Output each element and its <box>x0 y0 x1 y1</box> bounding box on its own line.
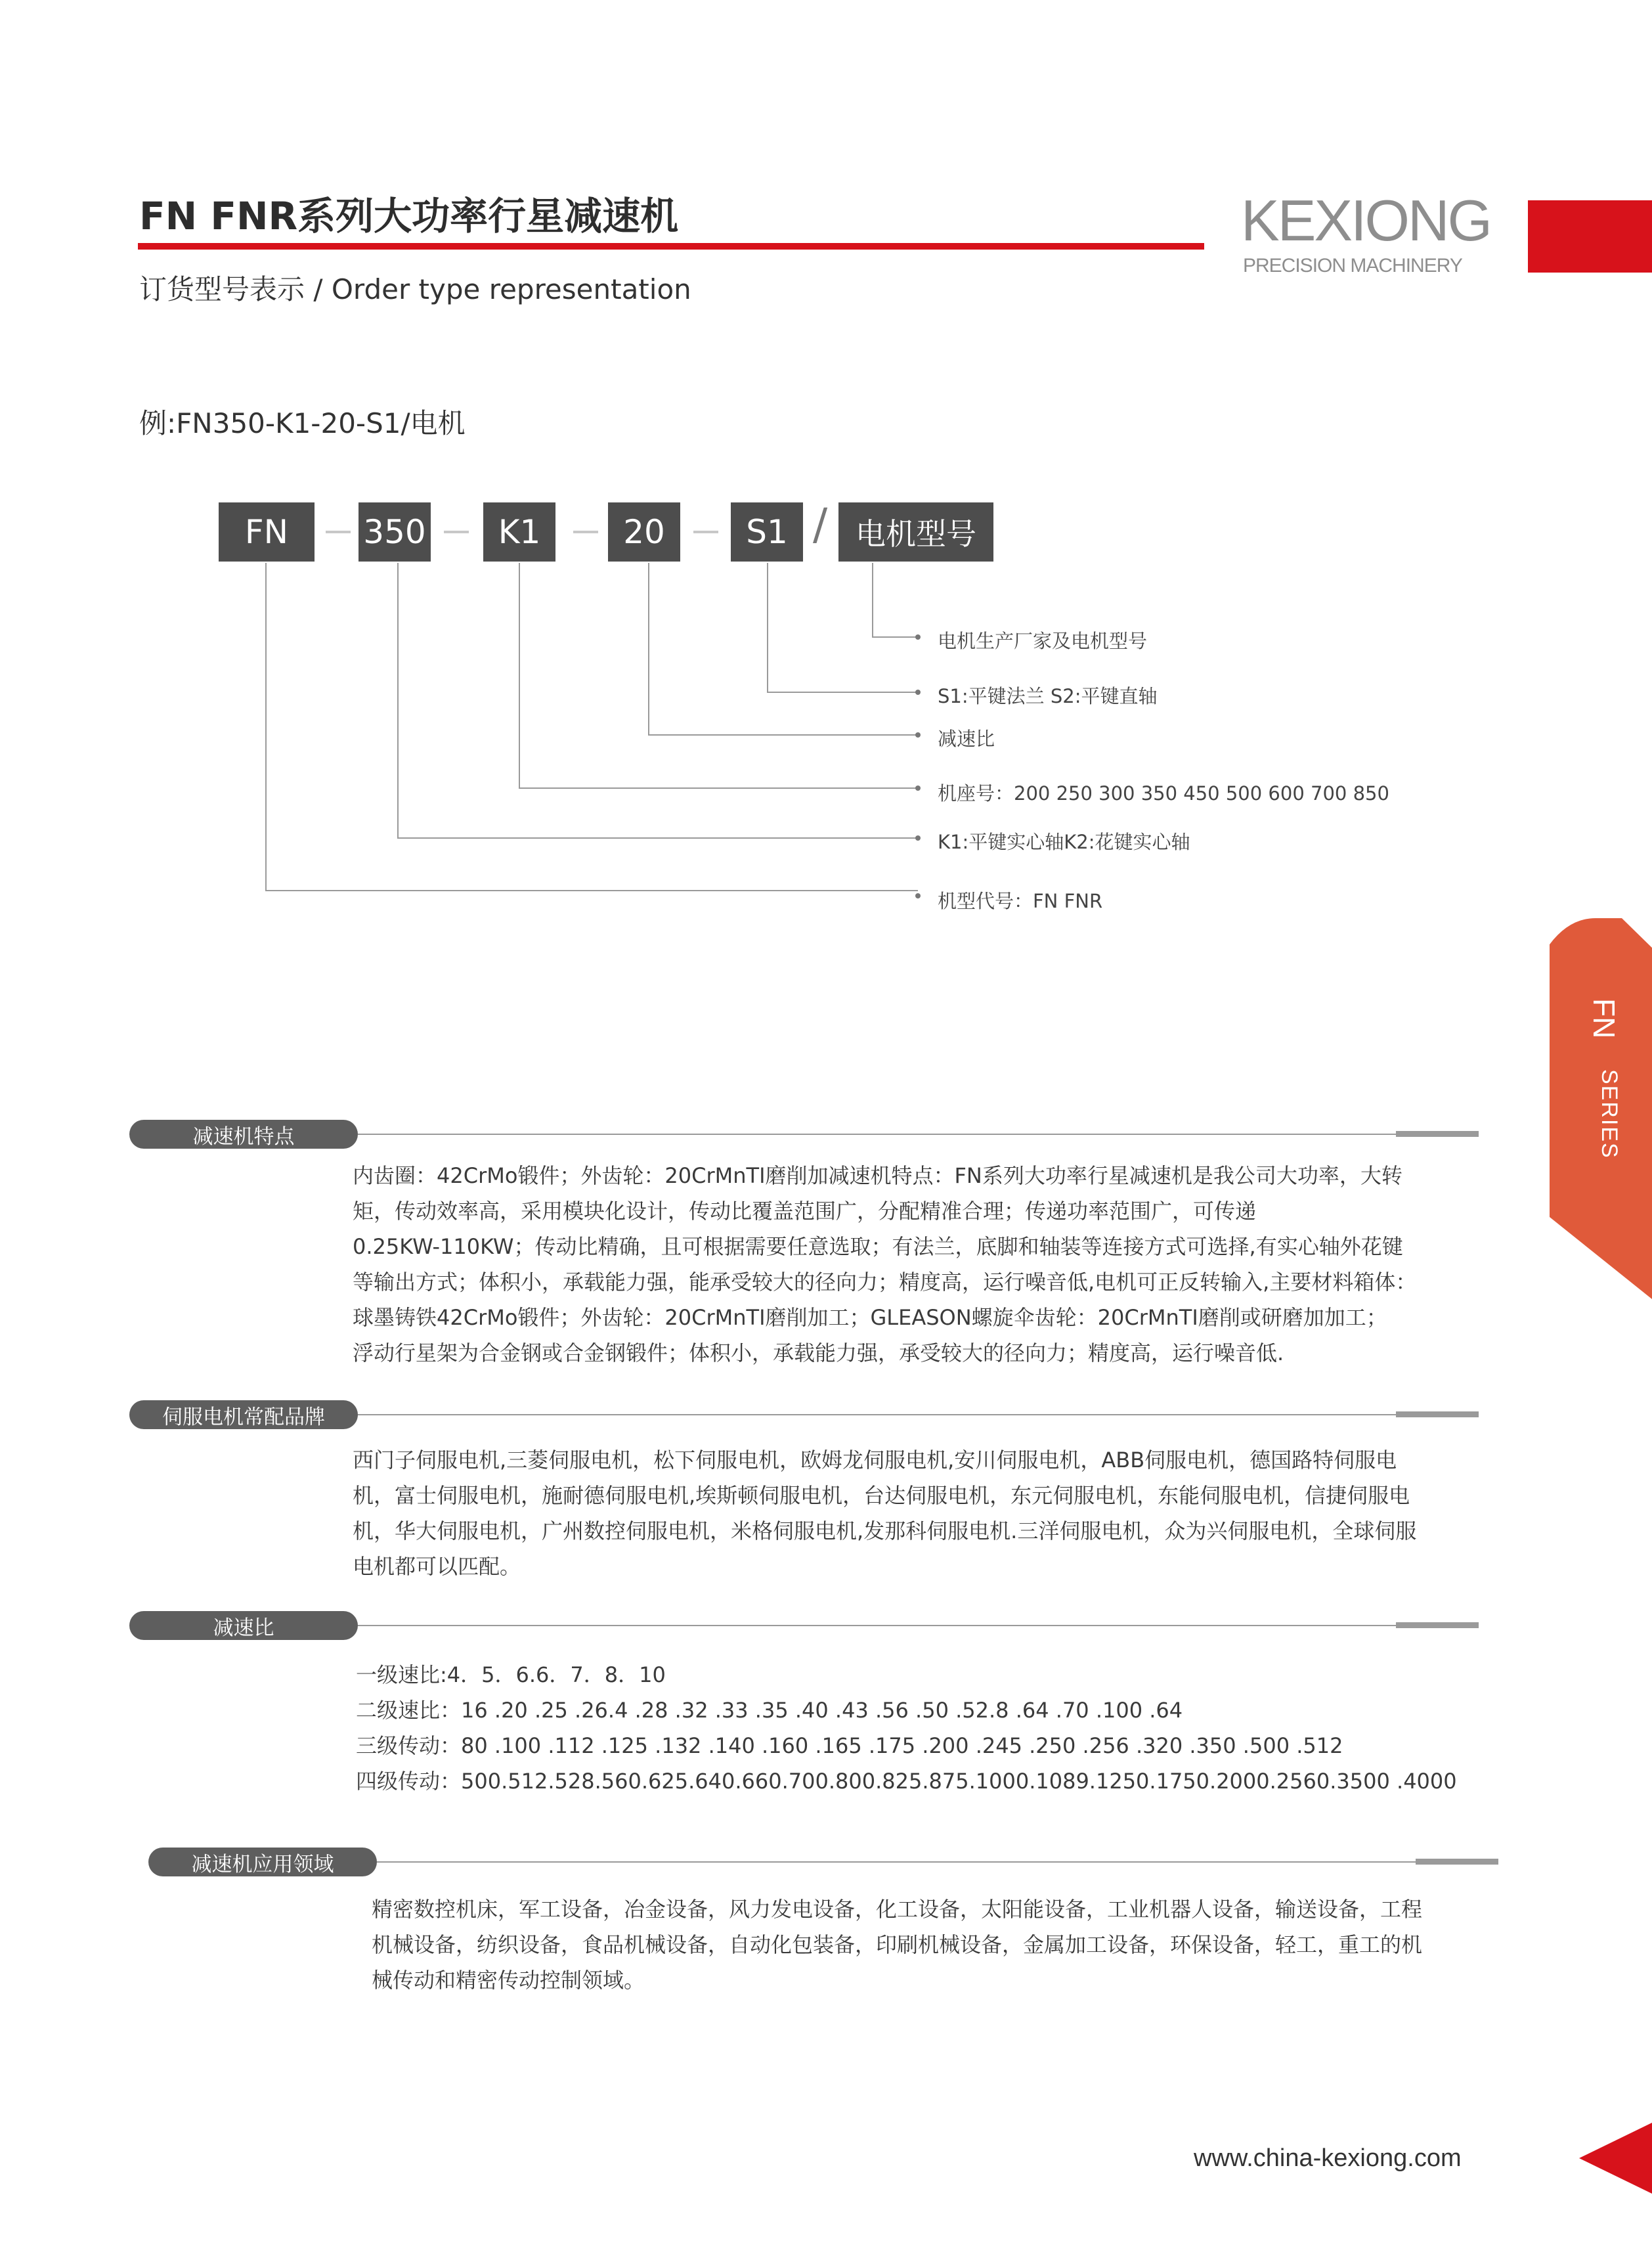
text-line: 电机都可以匹配。 <box>353 1554 521 1579</box>
section-application-pill: 减速机应用领域 <box>148 1848 377 1876</box>
series-code: FN <box>1587 998 1621 1039</box>
connector-motor <box>873 563 918 637</box>
text-line: 机，富士伺服电机，施耐德伺服电机,埃斯顿伺服电机，台达伺服电机，东元伺服电机，东能伺服电机，信捷伺服电 <box>353 1483 1410 1508</box>
code-box-motor: 电机型号 <box>838 502 993 562</box>
desc-ratio: 减速比 <box>938 728 995 750</box>
section-application-text <box>372 1892 1497 1998</box>
desc-model: 机型代号：FN FNR <box>938 890 1103 912</box>
text-line: 械传动和精密传动控制领域。 <box>372 1968 645 1993</box>
code-slash: / <box>813 499 828 550</box>
section-servo-pill: 伺服电机常配品牌 <box>129 1400 358 1429</box>
code-connector-lines <box>0 0 1652 952</box>
series-word: SERIES <box>1597 1069 1622 1159</box>
text-line: 等输出方式；体积小，承载能力强，能承受较大的径向力；精度高，运行噪音低,电机可正反转输入,主要材料箱体： <box>353 1270 1417 1295</box>
text-line: 矩，传动效率高，采用模块化设计，传动比覆盖范围广，分配精准合理；传递功率范围广，可传递 <box>353 1199 1257 1224</box>
text-line: 机，华大伺服电机，广州数控伺服电机，米格伺服电机,发那科伺服电机.三洋伺服电机，众为兴伺服电机，全球伺服 <box>353 1518 1417 1543</box>
ratio-line-3: 三级传动：80 .100 .112 .125 .132 .140 .160 .165 .175 .200 .245 .250 .256 .320 .350 .500 .512 <box>356 1733 1343 1758</box>
section-divider-end <box>1416 1859 1498 1865</box>
connector-ratio <box>649 563 918 735</box>
section-divider <box>358 1625 1396 1626</box>
section-servo-text <box>353 1442 1469 1584</box>
text-line: 精密数控机床，军工设备，冶金设备，风力发电设备，化工设备，太阳能设备，工业机器人设备，输送设备，工程 <box>372 1897 1423 1922</box>
code-box-shaft: K1 <box>483 502 555 562</box>
section-divider <box>358 1414 1396 1415</box>
connector-frame <box>519 563 918 788</box>
section-divider-end <box>1396 1411 1479 1417</box>
code-box-input: S1 <box>731 502 803 562</box>
connector-input <box>768 563 918 692</box>
section-features-text <box>353 1158 1469 1371</box>
section-divider <box>358 1134 1396 1135</box>
connector-shaft <box>398 563 918 838</box>
brand-tagline: PRECISION MACHINERY <box>1243 255 1462 277</box>
series-side-label <box>1582 959 1635 1241</box>
section-divider-end <box>1396 1622 1479 1628</box>
text-line: 机械设备，纺织设备，食品机械设备，自动化包装备，印刷机械设备，金属加工设备，环保设备，轻工，重工的机 <box>372 1932 1423 1957</box>
text-line: 内齿圈：42CrMo锻件；外齿轮：20CrMnTI磨削加减速机特点：FN系列大功率行星减速机是我公司大功率，大转 <box>353 1163 1402 1188</box>
ratio-line-4: 四级传动：500.512.528.560.625.640.660.700.800.825.875.1000.1089.1250.1750.2000.2560.3500 .4000 <box>356 1769 1457 1794</box>
section-divider <box>377 1861 1416 1863</box>
page-arrow-icon <box>1579 2123 1652 2194</box>
section-ratio-text <box>356 1657 1457 1799</box>
code-box-ratio: 20 <box>608 502 680 562</box>
section-ratio-pill: 减速比 <box>129 1611 358 1640</box>
section-divider-end <box>1396 1131 1479 1137</box>
example-code: 例:FN350-K1-20-S1/电机 <box>139 407 466 439</box>
desc-frame-size: 机座号：200 250 300 350 450 500 600 700 850 <box>938 782 1389 805</box>
text-line: 球墨铸铁42CrMo锻件；外齿轮：20CrMnTI磨削加工；GLEASON螺旋伞齿轮：20CrMnTI磨削或研磨加加工； <box>353 1305 1387 1330</box>
text-line: 西门子伺服电机,三菱伺服电机，松下伺服电机，欧姆龙伺服电机,安川伺服电机，ABB伺服电机，德国路特伺服电 <box>353 1448 1397 1472</box>
code-box-frame-size: 350 <box>359 502 431 562</box>
code-box-model: FN <box>219 502 315 562</box>
page-subtitle: 订货型号表示 / Order type representation <box>139 273 691 305</box>
brand-logo-text: KEXIONG <box>1241 188 1490 253</box>
desc-shaft: K1:平键实心轴K2:花键实心轴 <box>938 831 1190 853</box>
desc-input: S1:平键法兰 S2:平键直轴 <box>938 685 1158 707</box>
connector-model <box>266 563 918 891</box>
section-features-pill: 减速机特点 <box>129 1120 358 1149</box>
ratio-line-2: 二级速比：16 .20 .25 .26.4 .28 .32 .33 .35 .40 .43 .56 .50 .52.8 .64 .70 .100 .64 <box>356 1698 1183 1723</box>
text-line: 0.25KW-110KW；传动比精确，且可根据需要任意选取；有法兰，底脚和轴装等连接方式可选择,有实心轴外花键 <box>353 1234 1403 1259</box>
page-title: FN FNR系列大功率行星减速机 <box>139 194 679 238</box>
ratio-line-1: 一级速比:4．5．6.6．7．8．10 <box>356 1662 666 1687</box>
website-link[interactable]: www.china-kexiong.com <box>1194 2144 1462 2172</box>
desc-motor: 电机生产厂家及电机型号 <box>938 630 1148 652</box>
text-line: 浮动行星架为合金钢或合金钢锻件；体积小，承载能力强，承受较大的径向力；精度高，运行噪音低. <box>353 1340 1284 1365</box>
